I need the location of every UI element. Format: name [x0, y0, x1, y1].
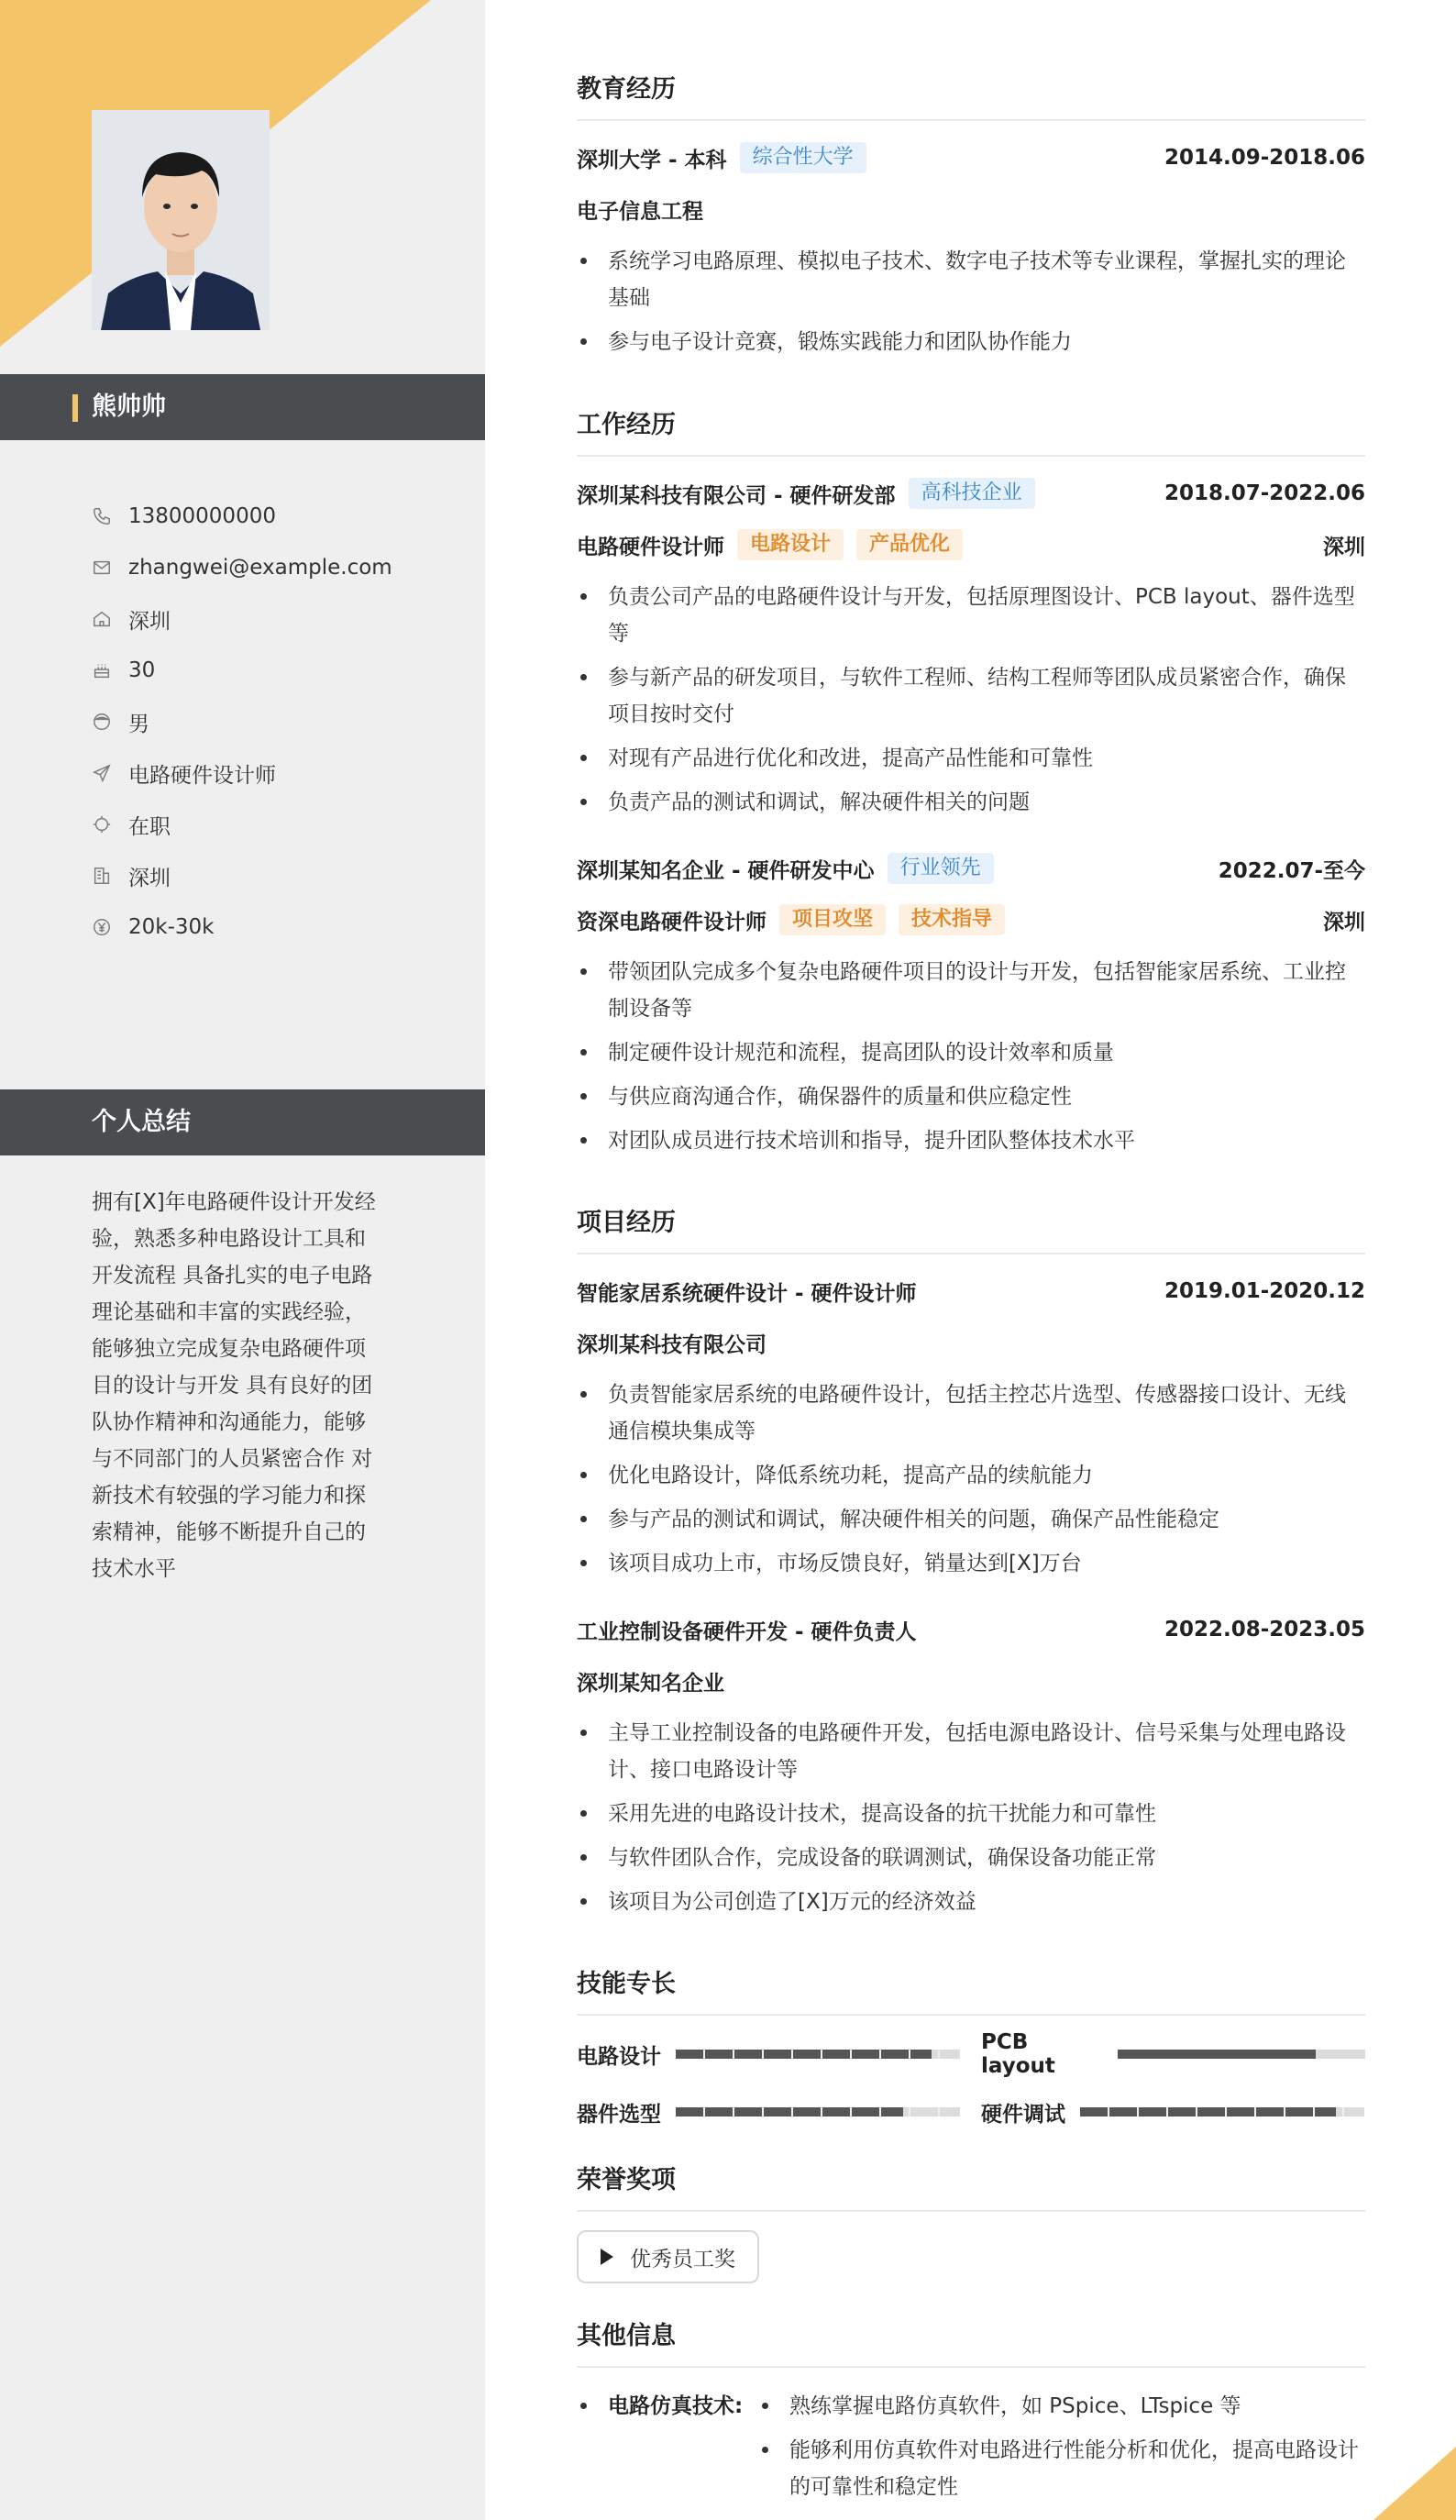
- list-item: 采用先进的电路设计技术，提高设备的抗干扰能力和可靠性: [577, 1796, 1365, 1832]
- skill-item: [577, 2095, 960, 2128]
- skill-name: PCB layout: [981, 2030, 1055, 2078]
- project-1-head: [577, 1275, 1365, 1308]
- education-row: [577, 141, 1365, 174]
- project-1-company: 深圳某科技有限公司: [577, 1332, 767, 1357]
- list-item: 参与产品的测试和调试，解决硬件相关的问题，确保产品性能稳定: [577, 1501, 1365, 1538]
- city-text: 深圳: [128, 609, 171, 634]
- list-item: 制定硬件设计规范和流程，提高团队的设计效率和质量: [577, 1034, 1365, 1071]
- name-accent-mark: [72, 394, 78, 422]
- skill-name: 器件选型: [577, 2102, 661, 2127]
- skill-item: [981, 2095, 1364, 2128]
- school-tag: 综合性大学: [740, 142, 866, 173]
- job-2-company: 深圳某知名企业 - 硬件研发中心: [577, 858, 875, 883]
- corner-decoration: [1364, 2428, 1456, 2520]
- list-item: 与软件团队合作，完成设备的联调测试，确保设备功能正常: [577, 1840, 1365, 1876]
- list-item: 参与电子设计竞赛，锻炼实践能力和团队协作能力: [577, 324, 1365, 360]
- job-1-tag: 高科技企业: [909, 478, 1035, 509]
- job-2-skill-tag: 技术指导: [899, 904, 1005, 935]
- list-item: 主导工业控制设备的电路硬件开发，包括电源电路设计、信号采集与处理电路设计、接口电路设计等: [577, 1715, 1365, 1788]
- project-1-name: 智能家居系统硬件设计 - 硬件设计师: [577, 1281, 917, 1306]
- skill-bar: [676, 2107, 960, 2117]
- building-icon: [92, 865, 128, 887]
- info-status: [92, 799, 477, 850]
- gender-icon: [92, 711, 128, 733]
- send-icon: [92, 762, 128, 784]
- cake-icon: [92, 659, 128, 681]
- award-name: 优秀员工奖: [630, 2247, 735, 2271]
- job-1-skill-tag: 电路设计: [737, 529, 844, 560]
- info-gender: [92, 696, 477, 747]
- info-phone: [92, 491, 477, 542]
- list-item: 带领团队完成多个复杂电路硬件项目的设计与开发，包括智能家居系统、工业控制设备等: [577, 954, 1365, 1027]
- info-email: [92, 542, 477, 593]
- salary-text: 20k-30k: [128, 915, 215, 939]
- play-triangle-icon: [601, 2249, 613, 2265]
- school-name: 深圳大学 - 本科: [577, 148, 727, 172]
- project-1-date: 2019.01-2020.12: [1164, 1279, 1365, 1303]
- job-1-bullets: [577, 579, 1365, 828]
- other-title: 其他信息: [577, 2320, 1365, 2368]
- email-text: zhangwei@example.com: [128, 556, 392, 580]
- job-1-location: 深圳: [1323, 535, 1365, 559]
- skill-bar: [676, 2050, 960, 2059]
- name-bar: [0, 374, 485, 440]
- list-item: 负责公司产品的电路硬件设计与开发，包括原理图设计、PCB layout、器件选型等: [577, 579, 1365, 652]
- list-item: 熟练掌握电路仿真软件，如 PSpice、LTspice 等: [758, 2388, 1363, 2425]
- info-position: [92, 747, 477, 799]
- education-date: 2014.09-2018.06: [1164, 146, 1365, 170]
- skill-name: 硬件调试: [981, 2102, 1065, 2127]
- summary-header: [0, 1089, 485, 1155]
- project-2-head: [577, 1613, 1365, 1646]
- info-workplace: [92, 850, 477, 901]
- education-title: 教育经历: [577, 73, 1365, 121]
- status-icon: [92, 813, 128, 835]
- profile-photo: [92, 110, 270, 330]
- other-label: 电路仿真技术:: [577, 2388, 743, 2425]
- list-item: 对团队成员进行技术培训和指导，提升团队整体技术水平: [577, 1122, 1365, 1159]
- job-2-role-row: [577, 903, 1365, 936]
- job-2-date: 2022.07-至今: [1218, 858, 1365, 883]
- mail-icon: [92, 557, 128, 579]
- list-item: 系统学习电路原理、模拟电子技术、数字电子技术等专业课程，掌握扎实的理论基础: [577, 243, 1365, 316]
- skill-bar-ticks: [676, 2107, 960, 2117]
- project-2-date: 2022.08-2023.05: [1164, 1618, 1365, 1641]
- list-item: 优化电路设计，降低系统功耗，提高产品的续航能力: [577, 1457, 1365, 1494]
- list-item: 负责产品的测试和调试，解决硬件相关的问题: [577, 784, 1365, 821]
- job-2-skill-tag: 项目攻坚: [779, 904, 886, 935]
- info-city: [92, 593, 477, 645]
- phone-text: 13800000000: [128, 504, 276, 528]
- job-2-head: [577, 852, 1365, 885]
- home-icon: [92, 608, 128, 630]
- list-item: 该项目成功上市，市场反馈良好，销量达到[X]万台: [577, 1545, 1365, 1582]
- skill-bar: [1080, 2107, 1364, 2117]
- job-1-role: 电路硬件设计师: [577, 535, 724, 559]
- info-age: [92, 645, 477, 696]
- status-text: 在职: [128, 814, 171, 839]
- work-title: 工作经历: [577, 409, 1365, 457]
- skill-bar-ticks: [1080, 2107, 1364, 2117]
- skill-bar-ticks: [676, 2050, 960, 2059]
- list-item: 该项目为公司创造了[X]万元的经济效益: [577, 1884, 1365, 1920]
- job-2-tag: 行业领先: [888, 853, 994, 884]
- list-item: 与供应商沟通合作，确保器件的质量和供应稳定性: [577, 1078, 1365, 1115]
- info-salary: [92, 901, 477, 953]
- job-2-bullets: [577, 954, 1365, 1166]
- job-1-company: 深圳某科技有限公司 - 硬件研发部: [577, 483, 896, 508]
- gender-text: 男: [128, 712, 149, 736]
- age-text: 30: [128, 658, 156, 682]
- position-text: 电路硬件设计师: [128, 763, 276, 788]
- skill-item: [981, 2030, 1365, 2078]
- candidate-name: 熊帅帅: [92, 392, 166, 421]
- project-1-company-row: [577, 1326, 1365, 1359]
- workplace-text: 深圳: [128, 866, 171, 890]
- major-row: [577, 193, 1365, 226]
- awards-title: 荣誉奖项: [577, 2164, 1365, 2212]
- project-1-bullets: [577, 1376, 1365, 1589]
- job-1-role-row: [577, 528, 1365, 561]
- job-1-date: 2018.07-2022.06: [1164, 481, 1365, 505]
- job-1-head: [577, 477, 1365, 510]
- education-bullets: [577, 243, 1365, 368]
- job-2-location: 深圳: [1323, 910, 1365, 934]
- project-2-name: 工业控制设备硬件开发 - 硬件负责人: [577, 1619, 917, 1644]
- skill-bar-fill: [1118, 2050, 1316, 2059]
- projects-title: 项目经历: [577, 1207, 1365, 1254]
- major-name: 电子信息工程: [577, 199, 703, 224]
- list-item: 参与新产品的研发项目，与软件工程师、结构工程师等团队成员紧密合作，确保项目按时交付: [577, 659, 1365, 733]
- skills-title: 技能专长: [577, 1968, 1365, 2016]
- list-item: 对现有产品进行优化和改进，提高产品性能和可靠性: [577, 740, 1365, 777]
- contact-info-list: [92, 491, 477, 953]
- other-bullets: [758, 2388, 1363, 2513]
- project-2-company-row: [577, 1664, 1365, 1697]
- phone-icon: [92, 505, 128, 527]
- project-2-bullets: [577, 1715, 1365, 1928]
- list-item: 能够利用仿真软件对电路进行性能分析和优化，提高电路设计的可靠性和稳定性: [758, 2432, 1363, 2505]
- summary-text: 拥有[X]年电路硬件设计开发经 验，熟悉多种电路设计工具和 开发流程 具备扎实的电子电路 理论基础和丰富的实践经验， 能够独立完成复杂电路硬件项 目的设计与开发 具有良好的团 队协作精神和沟通能力，能够 与不同部门的人员紧密合作 对 新技术有较强的学习能力和探 索精神，能够不断提升自己的 技术水平: [92, 1190, 376, 1581]
- yen-icon: [92, 916, 128, 938]
- skill-name: 电路设计: [577, 2044, 661, 2069]
- job-1-skill-tag: 产品优化: [856, 529, 963, 560]
- job-2-role: 资深电路硬件设计师: [577, 910, 767, 934]
- skill-bar: [1118, 2050, 1365, 2059]
- skill-item: [577, 2038, 960, 2071]
- summary-title: 个人总结: [92, 1108, 191, 1136]
- list-item: 负责智能家居系统的电路硬件设计，包括主控芯片选型、传感器接口设计、无线通信模块集成等: [577, 1376, 1365, 1450]
- sidebar: [0, 0, 485, 2520]
- award-badge: [577, 2230, 759, 2283]
- project-2-company: 深圳某知名企业: [577, 1671, 724, 1696]
